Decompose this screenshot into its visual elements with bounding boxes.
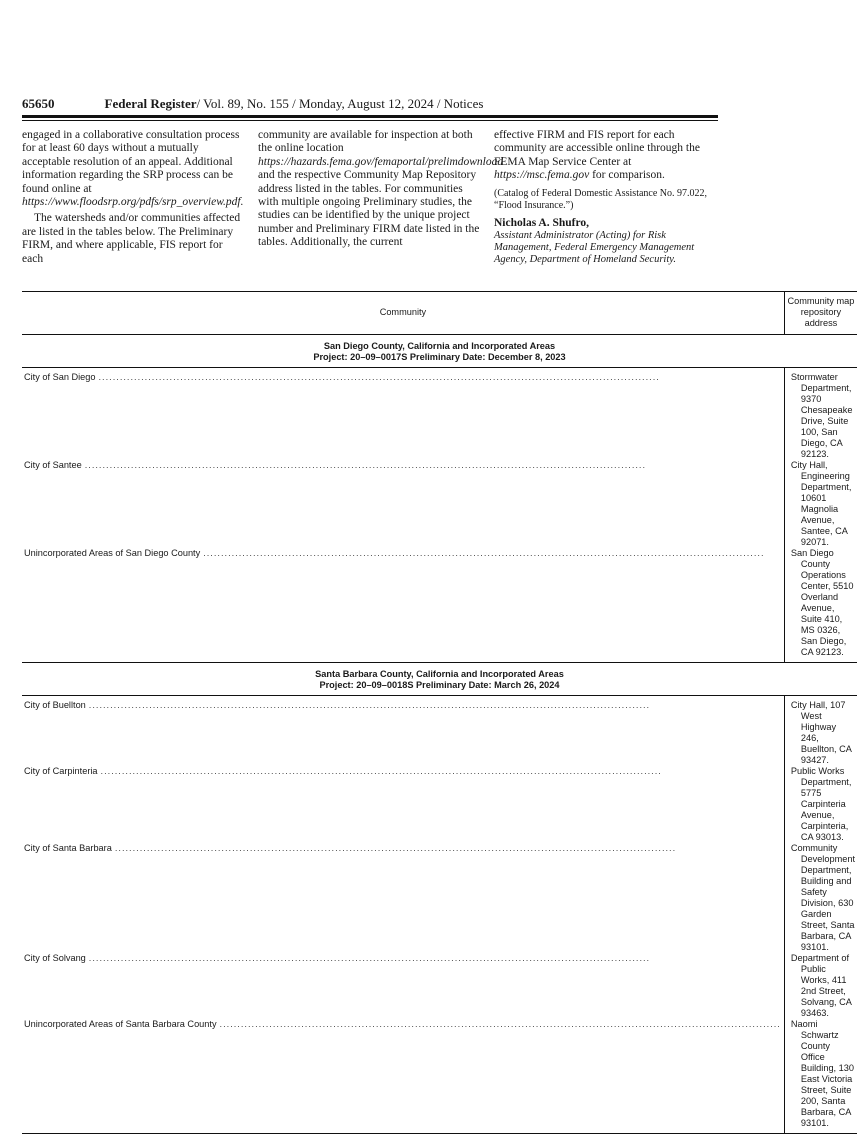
repository-address: Public Works Department, 5775 Carpinteria Avenue, Carpinteria, CA 93013. — [790, 766, 852, 842]
section-project: Project: 20–09–0017S Preliminary Date: December 8, 2023 — [313, 352, 566, 362]
repository-address: City Hall, Engineering Department, 10601 Magnolia Avenue, Santee, CA 92071. — [790, 460, 852, 547]
publication-name: Federal Register — [104, 96, 197, 111]
paragraph: The watersheds and/or communities affected are listed in the tables below. The Preliminary FIRM, and where applicable, FIS report for each — [22, 212, 241, 265]
repository-address: Naomi Schwartz County Office Building, 130 East Victoria Street, Suite 200, Santa Barbara, CA 93101. — [790, 1019, 854, 1128]
table-header-row — [22, 292, 857, 335]
signer-title: Assistant Administrator (Acting) for Risk Management, Federal Emergency Management Agency, Department of Homeland Security. — [494, 230, 695, 266]
section-project: Project: 20–09–0018S Preliminary Date: March 26, 2024 — [319, 680, 560, 690]
community-name: City of Carpinteria — [24, 766, 98, 776]
header-rule — [22, 115, 718, 118]
community-table — [22, 291, 857, 1134]
table-row: City of Carpinteria .............................................................................................................................................................. Public Works Department, 5775 Carpinteria Avenue, Carpinteria, CA 93013. — [22, 766, 857, 843]
text-column-2 — [258, 129, 504, 250]
catalog-note: (Catalog of Federal Domestic Assistance No. 97.022, “Flood Insurance.”) — [494, 187, 708, 211]
section-title: Santa Barbara County, California and Incorporated Areas — [315, 669, 564, 679]
repository-address: Stormwater Department, 9370 Chesapeake Drive, Suite 100, San Diego, CA 92123. — [790, 372, 853, 459]
repository-address: Community Development Department, Building and Safety Division, 630 Garden Street, Santa Barbara, CA 93101. — [790, 843, 855, 952]
srp-overview-link[interactable]: https://www.floodsrp.org/pdfs/srp_overview.pdf. — [22, 196, 244, 209]
paragraph: engaged in a collaborative consultation process for at least 60 days without a mutually acceptable resolution of an appeal. Additional information regarding the SRP process can be found online at https://www.floodsrp.org/pdfs/srp_overview.pdf. — [22, 129, 244, 209]
table-row: City of Solvang .............................................................................................................................................................. Department of Public Works, 411 2nd Street, Solvang, CA 93463. — [22, 953, 857, 1019]
header-rule-thin — [22, 120, 718, 121]
signer-name: Nicholas A. Shufro, — [494, 216, 590, 229]
repository-address: Department of Public Works, 411 2nd Street, Solvang, CA 93463. — [790, 953, 852, 1018]
community-name: City of Santee — [24, 460, 82, 470]
text-column-3 — [494, 129, 718, 266]
table-row: Unincorporated Areas of Santa Barbara County .............................................................................................................................................................. Naomi Schwartz County Office Building, 130 East Victoria Street, Suite 200, Santa Barbara, CA 93101. — [24, 1019, 854, 1128]
community-name: City of San Diego — [24, 372, 96, 382]
table-row: City of Santa Barbara .............................................................................................................................................................. Community Development Department, Building and Safety Division, 630 Garden Street, Santa Barbara, CA 93101. — [24, 843, 855, 952]
paragraph: effective FIRM and FIS report for each community are accessible online through the FEMA Map Service Center at https://msc.fema.gov for comparison. — [494, 129, 700, 182]
section-header — [22, 335, 857, 368]
issue-line: / Vol. 89, No. 155 / Monday, August 12, 2024 / Notices — [196, 96, 484, 111]
section-title: San Diego County, California and Incorporated Areas — [323, 341, 556, 351]
community-name: Unincorporated Areas of Santa Barbara County — [24, 1019, 217, 1029]
column-header-community: Community — [22, 292, 784, 335]
fema-prelim-download-link[interactable]: https://hazards.fema.gov/femaportal/prelimdownload — [258, 155, 504, 168]
table-row: City of San Diego .............................................................................................................................................................. Stormwater Department, 9370 Chesapeake Drive, Suite 100, San Diego, CA 92123. — [22, 372, 857, 460]
table-row: Unincorporated Areas of San Diego County .............................................................................................................................................................. San Diego County Operations Center, 5510 Overland Avenue, Suite 410, MS 0326, San Diego, CA 92123. — [24, 548, 854, 657]
community-name: City of Solvang — [24, 953, 86, 963]
paragraph: community are available for inspection at both the online location https://hazards.fema.gov/femaportal/prelimdownload and the respective Community Map Repository address listed in the tables. For communities with multiple ongoing Preliminary studies, the studies can be identified by the unique project number and Preliminary FIRM date listed in the tables. Additionally, the current — [258, 129, 504, 249]
table-row: City of Santee .............................................................................................................................................................. City Hall, Engineering Department, 10601 Magnolia Avenue, Santee, CA 92071. — [22, 460, 857, 548]
page-header — [22, 96, 718, 112]
page-number: 65650 — [22, 96, 55, 111]
community-name: City of Santa Barbara — [24, 843, 112, 853]
table-row: City of Buellton .............................................................................................................................................................. City Hall, 107 West Highway 246, Buellton, CA 93427. — [22, 700, 857, 766]
repository-address: City Hall, 107 West Highway 246, Buellton, CA 93427. — [790, 700, 852, 765]
column-header-address: Community map repository address — [784, 292, 857, 335]
text-column-1 — [22, 129, 244, 266]
section-header — [22, 663, 857, 696]
community-name: City of Buellton — [24, 700, 86, 710]
msc-fema-link[interactable]: https://msc.fema.gov — [494, 169, 590, 182]
repository-address: San Diego County Operations Center, 5510 Overland Avenue, Suite 410, MS 0326, San Diego, CA 92123. — [790, 548, 854, 657]
community-name: Unincorporated Areas of San Diego County — [24, 548, 201, 558]
